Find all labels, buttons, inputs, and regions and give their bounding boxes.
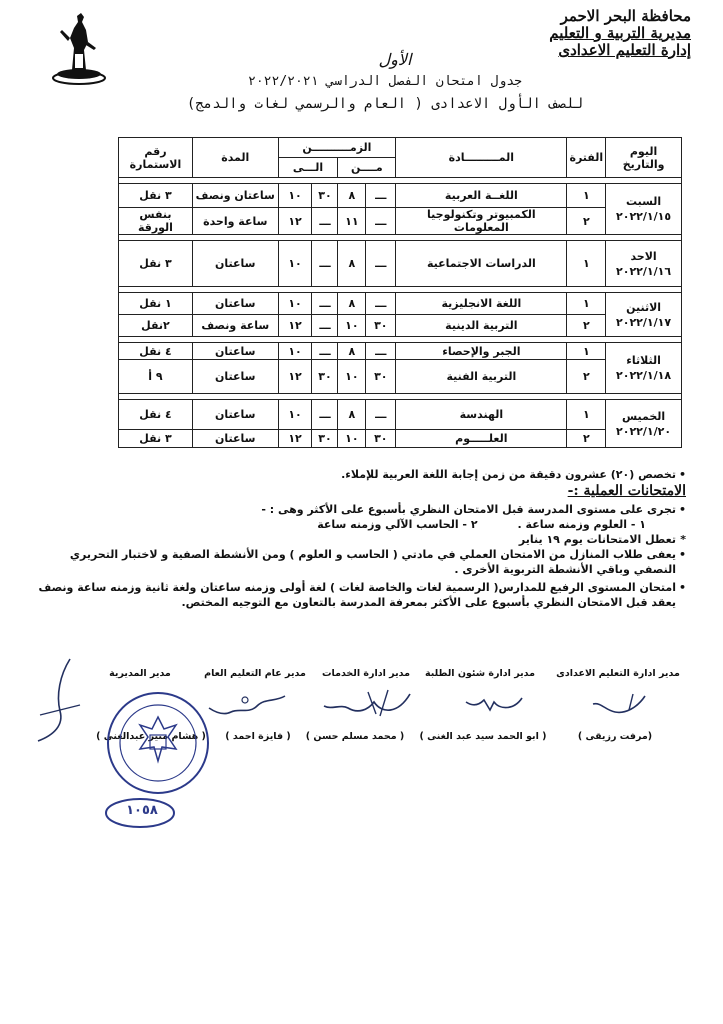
signatory-name: (مرفت رزيقى ) [577,731,653,742]
day-cell: الاحد ٢٠٢٢/١/١٦ [606,241,682,287]
note-advanced-level: • امتحان المستوى الرفيع للمدارس( الرسمية لغات والخاصة لغات ) لغة أولى وزمنه ساعتان ولغة ثانية وزمنه ساعة ونصف يعقد قبل الامتحان النظري بأسبوع على الأكثر بمعرفة المدرسة بالتعاون مع التوجيه المختص. [38,581,686,609]
header-time: الزمــــــــــن [278,138,396,158]
day-cell: الخميس ٢٠٢٢/١/٢٠ [606,400,682,448]
day-cell: السبت ٢٠٢٢/١/١٥ [606,184,682,235]
signature-scribble-icon [585,690,655,720]
table-row: ٢ الكمبيوتر وتكنولوجيا المعلومات ـــ ١١ ـــ ١٢ ساعة واحدة بنفس الورقة [119,208,682,235]
note-home-students: • يعفى طلاب المنازل من الامتحان العملي في مادتي ( الحاسب و العلوم ) ومن الأنشطة الصفية و لاختبار التحريري النصفي وباقي الأنشطة التربوية الأخرى . [69,548,686,576]
signature-title: مدير المديرية [109,668,171,679]
subject-cell: الهندسة [396,400,567,430]
signature-scribble-icon [318,684,418,724]
subject-cell: اللغة الانجليزية [396,293,567,315]
table-row: ٢ التربية الفنية ٣٠ ١٠ ٣٠ ١٢ ساعتان ٩ أ [119,360,682,394]
header-subject: المـــــــــادة [396,138,567,178]
document-title: الأول [378,50,412,69]
table-row: الثلاثاء ٢٠٢٢/١/١٨ ١ الجبر والإحصاء ـــ ٨ ـــ ١٠ ساعتان ٤ نقل [119,343,682,360]
signature-scribble-icon [460,688,530,718]
table-row: ٢ العلـــــوم ٣٠ ١٠ ٣٠ ١٢ ساعتان ٣ نقل [119,430,682,448]
header-from: مــــن [338,158,396,178]
table-row: الاحد ٢٠٢٢/١/١٦ ١ الدراسات الاجتماعية ـــ ٨ ـــ ١٠ ساعتان ٣ نقل [119,241,682,287]
note-practical-schedule: • تجرى على مستوى المدرسة قبل الامتحان النظري بأسبوع على الأكثر وهى : - [261,503,686,516]
note-arabic-dictation: • تخصص (٢٠) عشرون دقيقة من زمن إجابة اللغة العربية للإملاء. [341,468,686,481]
practical-item-computer: ٢ - الحاسب الآلي وزمنه ساعة [317,518,478,531]
exam-schedule-table [118,137,682,448]
administration-line: إدارة التعليم الاعدادى [558,41,691,59]
note-holiday: * تعطل الامتحانات يوم ١٩ يناير [518,533,686,546]
signature-title: مدير ادارة التعليم الاعدادى [556,668,680,679]
grade-subtitle: للصف الأول الاعدادى ( العام والرسمي لغات والدمج) [186,96,584,112]
day-cell: الثلاثاء ٢٠٢٢/١/١٨ [606,343,682,394]
header-block [451,8,691,59]
subject-cell: التربية الدينية [396,315,567,337]
signature-scribble-icon [30,655,90,745]
header-period: الفترة [567,138,606,178]
ministry-logo-icon [48,8,110,86]
table-row: الخميس ٢٠٢٢/١/٢٠ ١ الهندسة ـــ ٨ ـــ ١٠ ساعتان ٤ نقل [119,400,682,430]
header-form: رقم الاستمارة [119,138,193,178]
signature-title: مدير ادارة شئون الطلبة [424,668,536,679]
schedule-subtitle: جدول امتحان الفصل الدراسي ٢٠٢٢/٢٠٢١ [248,74,522,89]
directorate-line: مديرية التربية و التعليم [549,24,691,42]
signature-title: مدير ادارة الخدمات [321,668,411,679]
practical-items [38,517,686,532]
practical-exams-heading: الامتحانات العملية :- [567,483,686,499]
signature-scribble-icon [205,688,295,728]
subject-cell: اللغــة العربية [396,184,567,208]
signatory-name: ( فايزة احمد ) [225,731,291,742]
subject-cell: الكمبيوتر وتكنولوجيا المعلومات [396,208,567,235]
signatory-name: ( هشام منير عبدالغنى ) [96,731,206,742]
day-cell: الاثنين ٢٠٢٢/١/١٧ [606,293,682,337]
header-day: اليوم والتاريخ [606,138,682,178]
subject-cell: العلـــــوم [396,430,567,448]
practical-item-science: ١ - العلوم وزمنه ساعة . [517,518,646,531]
signatory-name: ( محمد مسلم حسن ) [305,731,405,742]
table-row: الاثنين ٢٠٢٢/١/١٧ ١ اللغة الانجليزية ـــ ٨ ـــ ١٠ ساعتان ١ نقل [119,293,682,315]
subject-cell: الدراسات الاجتماعية [396,241,567,287]
subject-cell: الجبر والإحصاء [396,343,567,360]
signatory-name: ( ابو الحمد سيد عبد الغنى ) [419,731,547,742]
table-row: السبت ٢٠٢٢/١/١٥ ١ اللغــة العربية ـــ ٨ ٣٠ ١٠ ساعتان ونصف ٣ نقل [119,184,682,208]
stamp-number: ١٠٥٨ [126,803,158,818]
signature-title: مدير عام التعليم العام [204,668,306,679]
table-row: ٢ التربية الدينية ٣٠ ١٠ ـــ ١٢ ساعة ونصف ٢نقل [119,315,682,337]
notes-section [38,467,686,610]
header-to: الـــى [278,158,338,178]
header-duration: المدة [192,138,278,178]
subject-cell: التربية الفنية [396,360,567,394]
governorate-line: محافظة البحر الاحمر [560,7,691,25]
